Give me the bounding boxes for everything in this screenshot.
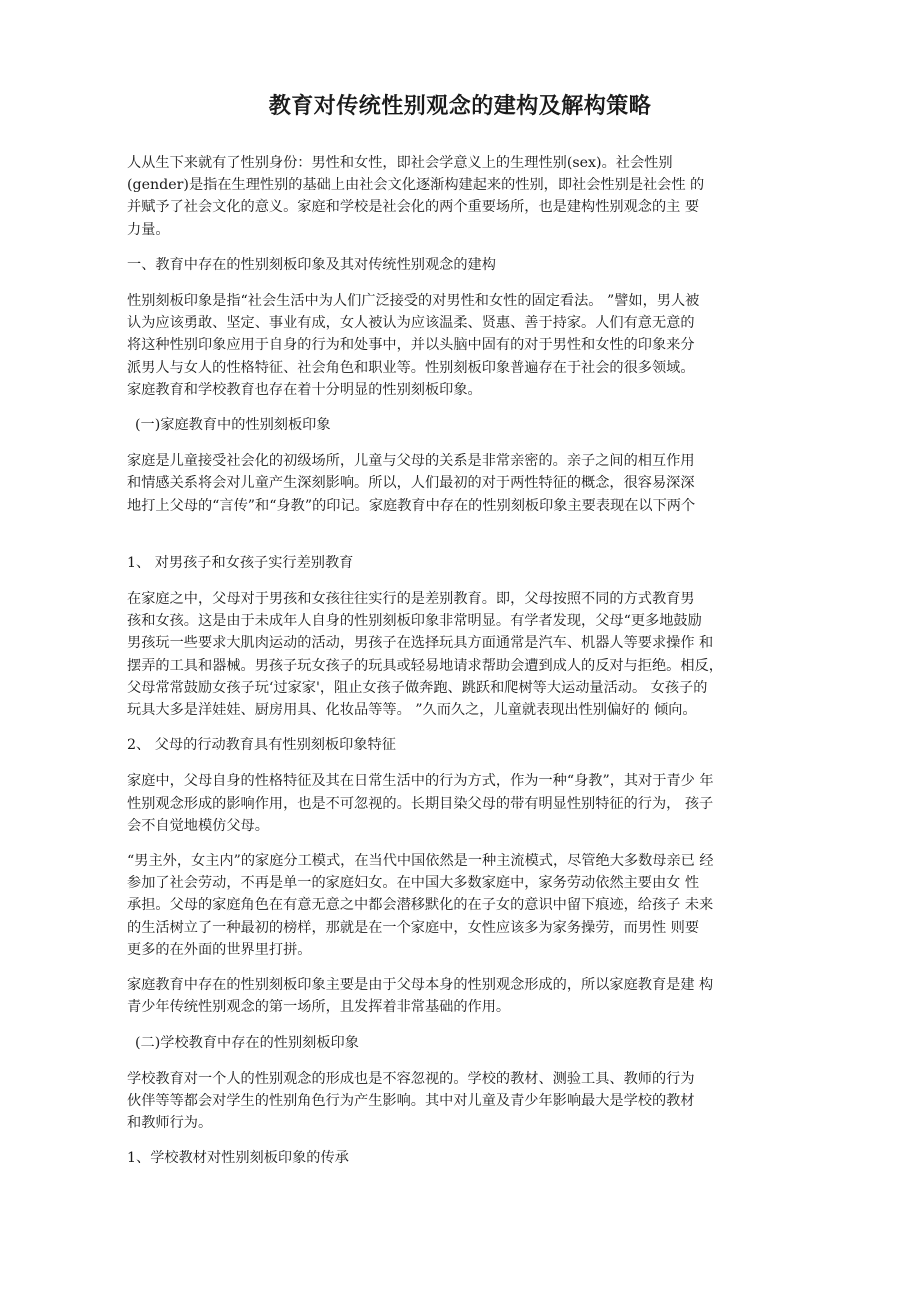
parental-behavior-paragraph (127, 770, 799, 837)
text-line: 家庭是儿童接受社会化的初级场所，儿童与父母的关系是非常亲密的。亲子之间的相互作用 (127, 453, 695, 470)
text-line: 摆弄的工具和器械。男孩子玩女孩子的玩具或轻易地请求帮助会遭到成人的反对与拒绝。相反， (127, 657, 723, 674)
text-line: 在家庭之中，父母对于男孩和女孩往往实行的是差别教育。即，父母按照不同的方式教育男 (127, 591, 695, 608)
text-line: 学校教育对一个人的性别观念的形成也是不容忽视的。学校的教材、测验工具、教师的行为 (127, 1070, 695, 1087)
text-line: 青少年传统性别观念的第一场所，且发挥着非常基础的作用。 (127, 999, 511, 1016)
text-line: “男主外，女主内”的家庭分工模式，在当代中国依然是一种主流模式，尽管绝大多数母亲已 经 (127, 853, 714, 870)
family-summary-paragraph (127, 974, 799, 1018)
text-line: 性别刻板印象是指“社会生活中为人们广泛接受的对男性和女性的固定看法。 ”譬如，男人被 (127, 293, 700, 310)
section1-paragraph (127, 290, 799, 401)
division-of-labor-paragraph (127, 850, 799, 961)
subsection-heading: (二)学校教育中存在的性别刻板印象 (135, 1034, 359, 1051)
item-heading: 1、学校教材对性别刻板印象的传承 (127, 1150, 349, 1167)
document-title: 教育对传统性别观念的建构及解构策略 (268, 93, 652, 119)
text-line: 承担。父母的家庭角色在有意无意之中都会潜移默化的在子女的意识中留下痕迹，给孩子 未来 (127, 897, 714, 914)
text-line: 玩具大多是洋娃娃、厨房用具、化妆品等等。 ”久而久之，儿童就表现出性别偏好的 倾向。 (127, 702, 697, 719)
text-line: 力量。 (127, 221, 170, 238)
text-line: 家庭教育和学校教育也存在着十分明显的性别刻板印象。 (127, 381, 482, 398)
text-line: 家庭教育中存在的性别刻板印象主要是由于父母本身的性别观念形成的，所以家庭教育是建 构 (127, 977, 714, 994)
school-education-paragraph (127, 1068, 799, 1135)
text-line: 参加了社会劳动，不再是单一的家庭妇女。在中国大多数家庭中，家务劳动依然主要由女 性 (127, 875, 700, 892)
text-line: 更多的在外面的世界里打拼。 (127, 941, 312, 958)
text-line: 人从生下来就有了性别身份：男性和女性，即社会学意义上的生理性别(sex)。社会性别 (127, 155, 673, 171)
text-line: 和情感关系将会对儿童产生深刻影响。所以，人们最初的对于两性特征的概念，很容易深深 (127, 475, 695, 492)
text-line: 性别观念形成的影响作用，也是不可忽视的。长期目染父母的带有明显性别特征的行为， 孩子 (127, 795, 714, 812)
text-line: 伙伴等等都会对学生的性别角色行为产生影响。其中对儿童及青少年影响最大是学校的教材 (127, 1092, 695, 1109)
blank-gap (127, 530, 799, 552)
text-line: 的生活树立了一种最初的榜样，那就是在一个家庭中，女性应该多为家务操劳，而男性 则要 (127, 919, 700, 936)
text-line: (gender)是指在生理性别的基础上由社会文化逐渐构建起来的性别，即社会性别是社会性 的 (127, 177, 705, 194)
item-heading: 2、 父母的行动教育具有性别刻板印象特征 (127, 737, 396, 754)
document-body (127, 152, 799, 1184)
text-line: 男孩玩一些要求大肌肉运动的活动，男孩子在选择玩具方面通常是汽车、机器人等要求操作 和 (127, 635, 714, 652)
text-line: 父母常常鼓励女孩子玩‘过家家'，阻止女孩子做奔跑、跳跃和爬树等大运动量活动。 女孩子的 (127, 679, 708, 696)
text-line: 并赋予了社会文化的意义。家庭和学校是社会化的两个重要场所，也是建构性别观念的主 要 (127, 199, 700, 216)
text-line: 家庭中，父母自身的性格特征及其在日常生活中的行为方式，作为一种“身教”，其对于青少 年 (127, 773, 714, 790)
family-education-paragraph (127, 450, 799, 517)
text-line: 孩和女孩。这是由于未成年人自身的性别刻板印象非常明显。有学者发现，父母“更多地鼓励 (127, 613, 702, 630)
text-line: 派男人与女人的性格特征、社会角色和职业等。性别刻板印象普遍存在于社会的很多领域。 (127, 359, 695, 376)
text-line: 地打上父母的“言传”和“身教”的印记。家庭教育中存在的性别刻板印象主要表现在以下两个 (127, 497, 696, 514)
text-line: 和教师行为。 (127, 1115, 213, 1132)
text-line: 会不自觉地模仿父母。 (127, 817, 269, 834)
text-line: 将这种性别印象应用于自身的行为和处事中，并以头脑中固有的对于男性和女性的印象来分 (127, 337, 695, 354)
subsection-heading: (一)家庭教育中的性别刻板印象 (135, 417, 331, 434)
item-heading: 1、 对男孩子和女孩子实行差别教育 (127, 554, 354, 571)
intro-paragraph (127, 152, 799, 241)
section-heading: 一、教育中存在的性别刻板印象及其对传统性别观念的建构 (127, 256, 496, 273)
text-line: 认为应该勇敢、坚定、事业有成，女人被认为应该温柔、贤惠、善于持家。人们有意无意的 (127, 315, 695, 332)
differential-education-paragraph (127, 588, 799, 721)
